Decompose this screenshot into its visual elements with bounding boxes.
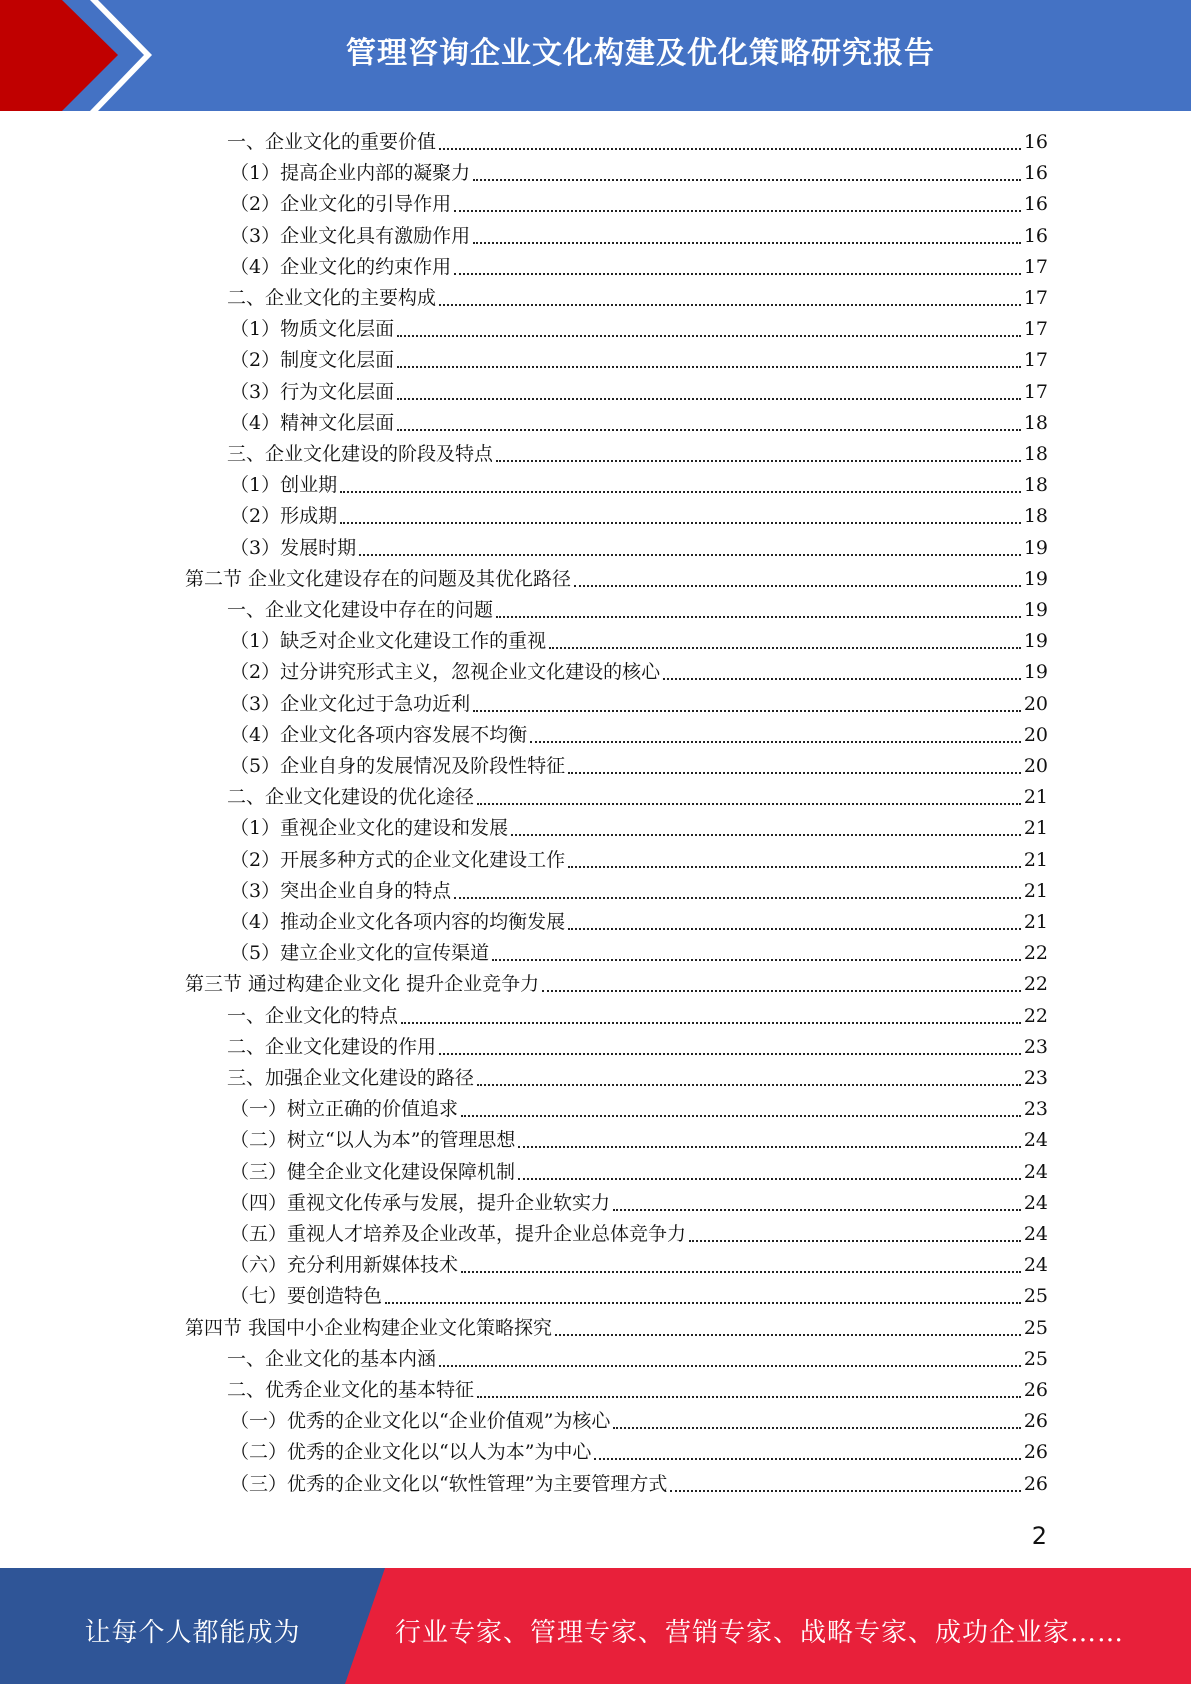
- toc-entry-label: （1）提高企业内部的凝聚力: [230, 162, 471, 184]
- toc-entry[interactable]: [230, 907, 1048, 938]
- toc-entry[interactable]: [230, 1125, 1048, 1156]
- toc-entry-label: （2）企业文化的引导作用: [230, 193, 452, 215]
- toc-dot-leader: [439, 303, 1021, 306]
- toc-dot-leader: [439, 1052, 1021, 1055]
- toc-entry-page: 16: [1023, 225, 1048, 247]
- toc-entry-page: 26: [1023, 1473, 1048, 1495]
- toc-entry[interactable]: [227, 439, 1048, 470]
- toc-entry-page: 25: [1023, 1317, 1048, 1339]
- toc-entry[interactable]: [230, 533, 1048, 564]
- toc-dot-leader: [454, 209, 1021, 212]
- toc-entry-label: 二、企业文化建设的优化途径: [227, 786, 475, 808]
- toc-entry-label: 一、企业文化的重要价值: [227, 131, 437, 153]
- toc-entry-page: 18: [1023, 412, 1048, 434]
- toc-entry-page: 23: [1023, 1067, 1048, 1089]
- toc-entry-page: 17: [1023, 349, 1048, 371]
- toc-entry[interactable]: [230, 1188, 1048, 1219]
- toc-entry-page: 24: [1023, 1192, 1048, 1214]
- toc-entry-page: 22: [1023, 973, 1048, 995]
- toc-dot-leader: [568, 927, 1021, 930]
- toc-entry-page: 21: [1023, 817, 1048, 839]
- toc-entry-label: （六）充分利用新媒体技术: [230, 1254, 459, 1276]
- toc-dot-leader: [385, 1301, 1021, 1304]
- toc-entry-label: （1）创业期: [230, 474, 338, 496]
- toc-dot-leader: [542, 989, 1021, 992]
- toc-dot-leader: [496, 459, 1021, 462]
- toc-entry-page: 18: [1023, 474, 1048, 496]
- toc-dot-leader: [397, 334, 1021, 337]
- toc-entry[interactable]: [230, 1219, 1048, 1250]
- toc-entry[interactable]: [227, 1001, 1048, 1032]
- toc-entry-label: （一）树立正确的价值追求: [230, 1098, 459, 1120]
- toc-entry[interactable]: [227, 1063, 1048, 1094]
- toc-entry[interactable]: [230, 1157, 1048, 1188]
- toc-dot-leader: [461, 1270, 1021, 1273]
- toc-entry-label: （二）优秀的企业文化以“以人为本”为中心: [230, 1441, 592, 1463]
- toc-entry[interactable]: [230, 501, 1048, 532]
- toc-entry-label: （3）企业文化具有激励作用: [230, 225, 471, 247]
- footer-slogan-right: 行业专家、管理专家、营销专家、战略专家、成功企业家……: [395, 1618, 1125, 1648]
- toc-dot-leader: [492, 958, 1021, 961]
- toc-entry[interactable]: [230, 158, 1048, 189]
- header-chevron-graphic: [0, 0, 160, 111]
- toc-entry-page: 21: [1023, 911, 1048, 933]
- toc-entry-page: 25: [1023, 1285, 1048, 1307]
- toc-entry-page: 21: [1023, 880, 1048, 902]
- toc-entry-label: （3）发展时期: [230, 537, 357, 559]
- toc-entry[interactable]: [230, 657, 1048, 688]
- toc-entry-page: 23: [1023, 1098, 1048, 1120]
- toc-dot-leader: [401, 1021, 1021, 1024]
- toc-dot-leader: [454, 272, 1021, 275]
- toc-entry-label: 二、优秀企业文化的基本特征: [227, 1379, 475, 1401]
- toc-dot-leader: [461, 1114, 1021, 1117]
- toc-entry-label: （3）企业文化过于急功近利: [230, 693, 471, 715]
- toc-entry[interactable]: [230, 314, 1048, 345]
- toc-dot-leader: [397, 397, 1021, 400]
- toc-entry-page: 26: [1023, 1410, 1048, 1432]
- toc-entry-label: （3）行为文化层面: [230, 381, 395, 403]
- toc-entry[interactable]: [227, 1344, 1048, 1375]
- toc-entry-label: （2）制度文化层面: [230, 349, 395, 371]
- toc-entry[interactable]: [230, 626, 1048, 657]
- toc-dot-leader: [613, 1208, 1021, 1211]
- toc-entry-page: 24: [1023, 1254, 1048, 1276]
- toc-dot-leader: [670, 1489, 1020, 1492]
- toc-entry[interactable]: [230, 751, 1048, 782]
- toc-entry-label: （3）突出企业自身的特点: [230, 880, 452, 902]
- toc-dot-leader: [439, 1364, 1021, 1367]
- toc-entry[interactable]: [230, 221, 1048, 252]
- toc-entry[interactable]: [227, 283, 1048, 314]
- toc-entry-page: 17: [1023, 381, 1048, 403]
- toc-entry-page: 17: [1023, 256, 1048, 278]
- toc-entry[interactable]: [230, 1250, 1048, 1281]
- toc-dot-leader: [574, 584, 1021, 587]
- toc-entry[interactable]: [230, 408, 1048, 439]
- toc-entry-label: （四）重视文化传承与发展，提升企业软实力: [230, 1192, 611, 1214]
- toc-entry-page: 16: [1023, 162, 1048, 184]
- toc-dot-leader: [613, 1426, 1020, 1429]
- page-header: [0, 0, 1191, 111]
- toc-entry-label: （4）推动企业文化各项内容的均衡发展: [230, 911, 566, 933]
- toc-entry[interactable]: [230, 689, 1048, 720]
- toc-entry-label: （1）缺乏对企业文化建设工作的重视: [230, 630, 547, 652]
- toc-entry[interactable]: [230, 876, 1048, 907]
- toc-entry[interactable]: [227, 595, 1048, 626]
- toc-entry[interactable]: [230, 470, 1048, 501]
- toc-entry-label: 三、企业文化建设的阶段及特点: [227, 443, 494, 465]
- toc-entry-label: （2）过分讲究形式主义，忽视企业文化建设的核心: [230, 661, 661, 683]
- toc-entry[interactable]: [227, 1032, 1048, 1063]
- toc-entry-page: 16: [1023, 193, 1048, 215]
- toc-entry[interactable]: [230, 1094, 1048, 1125]
- document-title: 管理咨询企业文化构建及优化策略研究报告: [346, 36, 935, 71]
- toc-dot-leader: [663, 677, 1021, 680]
- toc-dot-leader: [518, 1145, 1020, 1148]
- toc-entry[interactable]: [230, 813, 1048, 844]
- toc-entry[interactable]: [227, 782, 1048, 813]
- toc-entry-page: 26: [1023, 1441, 1048, 1463]
- toc-entry-label: （4）精神文化层面: [230, 412, 395, 434]
- toc-entry-label: （4）企业文化的约束作用: [230, 256, 452, 278]
- toc-entry-label: 三、加强企业文化建设的路径: [227, 1067, 475, 1089]
- toc-entry-label: （五）重视人才培养及企业改革，提升企业总体竞争力: [230, 1223, 687, 1245]
- toc-dot-leader: [568, 865, 1021, 868]
- toc-entry-label: （5）企业自身的发展情况及阶段性特征: [230, 755, 566, 777]
- toc-dot-leader: [340, 521, 1021, 524]
- toc-dot-leader: [477, 1083, 1021, 1086]
- toc-dot-leader: [530, 740, 1021, 743]
- toc-entry[interactable]: [230, 938, 1048, 969]
- toc-entry[interactable]: [185, 1313, 1048, 1344]
- toc-entry[interactable]: [230, 845, 1048, 876]
- toc-entry-page: 24: [1023, 1223, 1048, 1245]
- toc-entry-page: 25: [1023, 1348, 1048, 1370]
- toc-dot-leader: [555, 1333, 1021, 1336]
- toc-entry[interactable]: [230, 377, 1048, 408]
- toc-entry[interactable]: [227, 1375, 1048, 1406]
- toc-entry-page: 18: [1023, 505, 1048, 527]
- toc-entry-page: 18: [1023, 443, 1048, 465]
- toc-entry[interactable]: [230, 1437, 1048, 1468]
- toc-entry-page: 26: [1023, 1379, 1048, 1401]
- toc-entry-page: 24: [1023, 1129, 1048, 1151]
- toc-dot-leader: [689, 1239, 1021, 1242]
- toc-entry-page: 23: [1023, 1036, 1048, 1058]
- toc-entry[interactable]: [230, 252, 1048, 283]
- toc-entry-page: 20: [1023, 693, 1048, 715]
- toc-entry-page: 24: [1023, 1161, 1048, 1183]
- toc-entry-label: 一、企业文化建设中存在的问题: [227, 599, 494, 621]
- toc-entry-page: 20: [1023, 755, 1048, 777]
- toc-entry[interactable]: [230, 189, 1048, 220]
- toc-entry-page: 19: [1023, 661, 1048, 683]
- toc-entry-page: 19: [1023, 537, 1048, 559]
- toc-entry-label: （4）企业文化各项内容发展不均衡: [230, 724, 528, 746]
- toc-entry[interactable]: [230, 1469, 1048, 1500]
- toc-entry-label: 二、企业文化建设的作用: [227, 1036, 437, 1058]
- toc-dot-leader: [549, 646, 1021, 649]
- footer-slogan-left: 让每个人都能成为: [84, 1618, 301, 1648]
- toc-dot-leader: [496, 615, 1021, 618]
- toc-entry-page: 17: [1023, 318, 1048, 340]
- toc-entry-label: （二）树立“以人为本”的管理思想: [230, 1129, 516, 1151]
- toc-entry-page: 22: [1023, 1005, 1048, 1027]
- toc-dot-leader: [454, 896, 1021, 899]
- toc-entry-label: 第四节 我国中小企业构建企业文化策略探究: [185, 1317, 553, 1339]
- toc-entry-label: （1）物质文化层面: [230, 318, 395, 340]
- toc-entry-page: 19: [1023, 599, 1048, 621]
- toc-dot-leader: [359, 553, 1021, 556]
- page-footer: [0, 1568, 1191, 1684]
- toc-entry-page: 20: [1023, 724, 1048, 746]
- toc-entry-label: （三）健全企业文化建设保障机制: [230, 1161, 516, 1183]
- toc-entry[interactable]: [185, 969, 1048, 1000]
- toc-entry-page: 16: [1023, 131, 1048, 153]
- toc-entry-label: 一、企业文化的基本内涵: [227, 1348, 437, 1370]
- toc-entry-label: （2）开展多种方式的企业文化建设工作: [230, 849, 566, 871]
- toc-entry[interactable]: [230, 1406, 1048, 1437]
- toc-entry-label: 二、企业文化的主要构成: [227, 287, 437, 309]
- toc-dot-leader: [439, 147, 1021, 150]
- toc-entry-page: 17: [1023, 287, 1048, 309]
- toc-entry-page: 19: [1023, 568, 1048, 590]
- toc-dot-leader: [397, 365, 1021, 368]
- toc-entry-label: （5）建立企业文化的宣传渠道: [230, 942, 490, 964]
- toc-entry-label: （2）形成期: [230, 505, 338, 527]
- toc-entry-label: 第三节 通过构建企业文化 提升企业竞争力: [185, 973, 540, 995]
- toc-entry[interactable]: [230, 720, 1048, 751]
- toc-dot-leader: [568, 771, 1021, 774]
- toc-entry-page: 21: [1023, 849, 1048, 871]
- toc-dot-leader: [511, 833, 1021, 836]
- toc-entry[interactable]: [230, 345, 1048, 376]
- toc-entry-page: 21: [1023, 786, 1048, 808]
- toc-entry-page: 22: [1023, 942, 1048, 964]
- toc-dot-leader: [477, 1395, 1021, 1398]
- toc-dot-leader: [340, 490, 1021, 493]
- toc-entry-page: 19: [1023, 630, 1048, 652]
- toc-dot-leader: [473, 709, 1021, 712]
- toc-entry-label: （七）要创造特色: [230, 1285, 383, 1307]
- toc-entry-label: （1）重视企业文化的建设和发展: [230, 817, 509, 839]
- toc-dot-leader: [594, 1457, 1020, 1460]
- toc-entry[interactable]: [230, 1281, 1048, 1312]
- toc-entry-label: （一）优秀的企业文化以“企业价值观”为核心: [230, 1410, 611, 1432]
- toc-entry-label: （三）优秀的企业文化以“软性管理”为主要管理方式: [230, 1473, 668, 1495]
- page-number: 2: [1031, 1522, 1047, 1550]
- toc-dot-leader: [518, 1177, 1021, 1180]
- toc-dot-leader: [397, 428, 1021, 431]
- toc-dot-leader: [473, 178, 1021, 181]
- toc-dot-leader: [477, 802, 1021, 805]
- toc-entry[interactable]: [185, 564, 1048, 595]
- toc-entry[interactable]: [227, 127, 1048, 158]
- toc-entry-label: 第二节 企业文化建设存在的问题及其优化路径: [185, 568, 572, 590]
- toc-entry-label: 一、企业文化的特点: [227, 1005, 399, 1027]
- toc-dot-leader: [473, 241, 1021, 244]
